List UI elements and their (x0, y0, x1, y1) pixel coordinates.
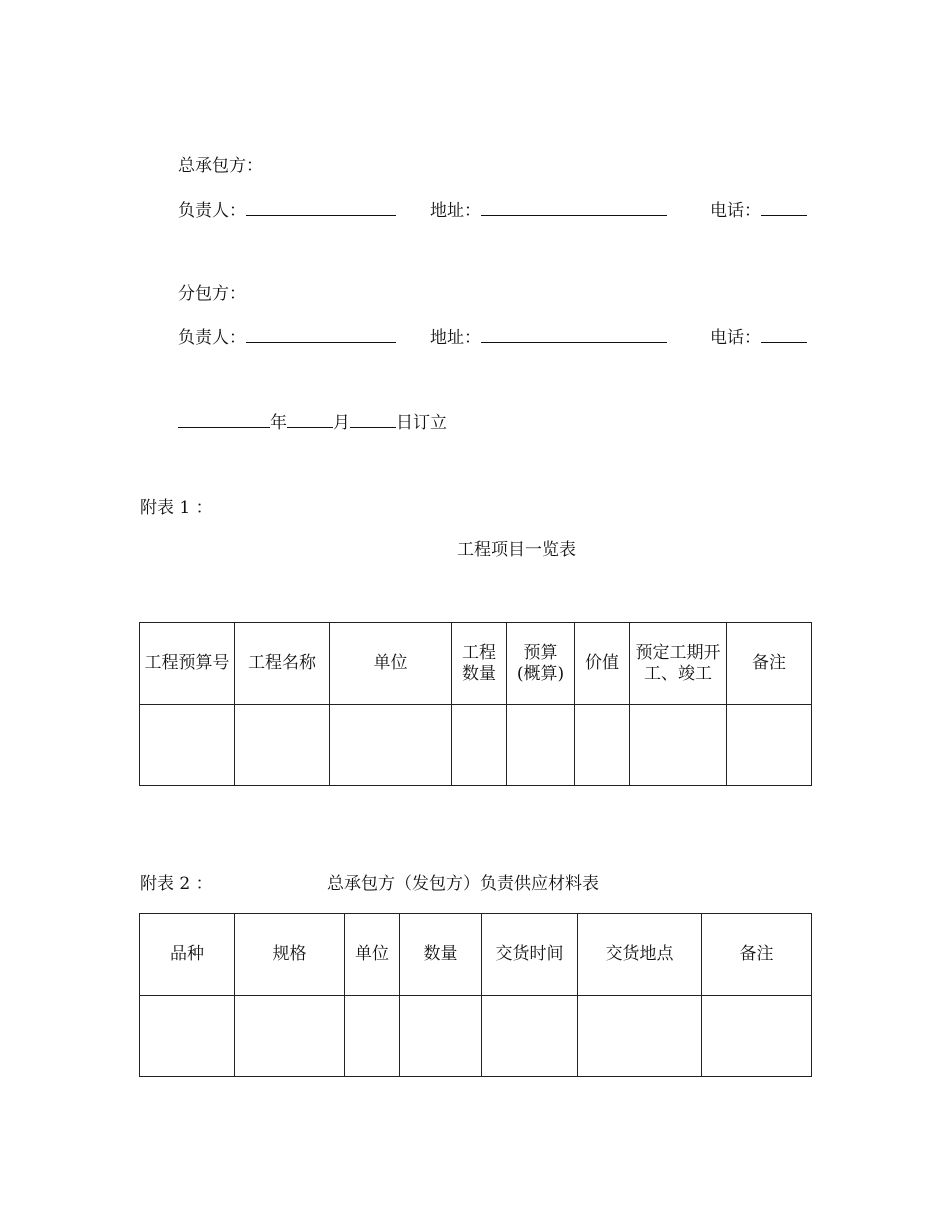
year-label: 年 (270, 413, 287, 433)
header-cell: 价值 (575, 623, 630, 705)
general-contractor-person-row (178, 199, 396, 222)
table-cell[interactable] (345, 996, 400, 1077)
table-header-row (140, 914, 812, 996)
header-cell: 规格 (235, 914, 345, 996)
phone-blank[interactable] (761, 326, 807, 343)
table-cell[interactable] (235, 996, 345, 1077)
phone-blank[interactable] (761, 199, 807, 216)
appendix2-label: 附表 2 ： (140, 874, 213, 894)
table-cell[interactable] (630, 705, 727, 786)
address-blank[interactable] (481, 199, 667, 216)
person-blank[interactable] (246, 326, 396, 343)
table-row (140, 996, 812, 1077)
person-label: 负责人： (178, 328, 246, 348)
header-cell: 工程 数量 (452, 623, 507, 705)
address-label: 地址： (430, 328, 481, 348)
table-cell[interactable] (727, 705, 812, 786)
general-contractor-heading: 总承包方： (178, 156, 263, 176)
appendix1-label: 附表 1 ： (140, 498, 213, 518)
general-contractor-address-row (430, 199, 667, 222)
date-line (178, 411, 447, 434)
table-header-row (140, 623, 812, 705)
header-cell: 工程预算号 (140, 623, 235, 705)
year-blank[interactable] (178, 411, 270, 428)
table-cell[interactable] (452, 705, 507, 786)
table-cell[interactable] (400, 996, 482, 1077)
subcontractor-phone-row (710, 326, 807, 349)
appendix1-title: 工程项目一览表 (457, 540, 576, 560)
header-cell: 交货地点 (578, 914, 702, 996)
address-label: 地址： (430, 201, 481, 221)
project-list-table (139, 622, 812, 786)
table-cell[interactable] (575, 705, 630, 786)
header-cell: 数量 (400, 914, 482, 996)
table-row (140, 705, 812, 786)
header-cell: 品种 (140, 914, 235, 996)
table-cell[interactable] (578, 996, 702, 1077)
address-blank[interactable] (481, 326, 667, 343)
month-label: 月 (333, 413, 350, 433)
header-cell: 工程名称 (235, 623, 330, 705)
month-blank[interactable] (287, 411, 333, 428)
table-cell[interactable] (482, 996, 578, 1077)
materials-table (139, 913, 812, 1077)
appendix2-title: 总承包方（发包方）负责供应材料表 (327, 874, 599, 894)
header-cell: 预定工期开 工、竣工 (630, 623, 727, 705)
person-label: 负责人： (178, 201, 246, 221)
phone-label: 电话： (710, 201, 761, 221)
person-blank[interactable] (246, 199, 396, 216)
day-blank[interactable] (350, 411, 396, 428)
day-label: 日订立 (396, 413, 447, 433)
header-cell: 备注 (702, 914, 812, 996)
subcontractor-address-row (430, 326, 667, 349)
table-cell[interactable] (140, 996, 235, 1077)
phone-label: 电话： (710, 328, 761, 348)
header-cell: 交货时间 (482, 914, 578, 996)
table-cell[interactable] (140, 705, 235, 786)
subcontractor-person-row (178, 326, 396, 349)
header-cell: 预算 (概算) (507, 623, 575, 705)
header-cell: 单位 (330, 623, 452, 705)
subcontractor-heading: 分包方： (178, 284, 246, 304)
table-cell[interactable] (235, 705, 330, 786)
header-cell: 单位 (345, 914, 400, 996)
table-cell[interactable] (507, 705, 575, 786)
header-cell: 备注 (727, 623, 812, 705)
general-contractor-phone-row (710, 199, 807, 222)
table-cell[interactable] (330, 705, 452, 786)
table-cell[interactable] (702, 996, 812, 1077)
